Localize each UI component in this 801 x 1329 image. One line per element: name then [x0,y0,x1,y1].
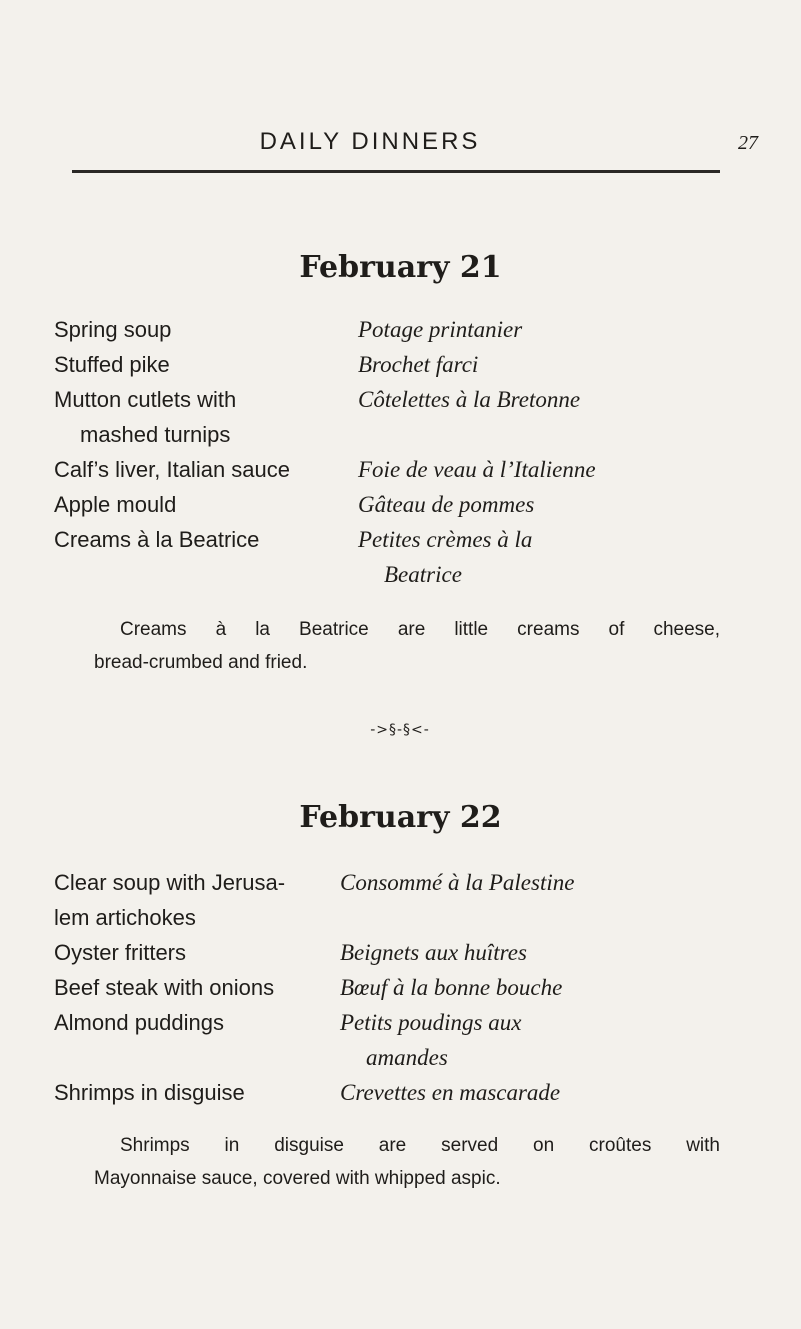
day-title-february-21: February 21 [299,250,502,285]
page-number: 27 [738,132,758,154]
menu-item-fr: Petites crèmes à la [358,527,533,552]
menu-item-fr-continued: Beatrice [384,562,462,587]
running-title: DAILY DINNERS [259,128,481,155]
header-rule [72,170,720,173]
recipe-note-continued: bread-crumbed and fried. [94,652,308,673]
menu-item-en: Apple mould [54,492,177,517]
menu-item-en: Mutton cutlets with [54,387,237,412]
menu-item-en: Almond puddings [54,1010,225,1035]
recipe-note: Creams à la Beatrice are little creams of cheese, [120,619,720,640]
menu-item-en-continued: mashed turnips [80,422,231,447]
menu-item-en: Stuffed pike [54,352,170,377]
menu-item-en-continued: lem artichokes [54,905,196,930]
menu-item-fr: Brochet farci [358,352,479,377]
menu-item-en: Oyster fritters [54,940,187,965]
menu-item-en: Shrimps in disguise [54,1080,245,1105]
menu-item-en: Spring soup [54,317,172,342]
recipe-note: Shrimps in disguise are served on croûtes with [120,1135,720,1156]
menu-item-en: Creams à la Beatrice [54,527,260,552]
menu-item-fr: Petits poudings aux [340,1010,522,1035]
menu-item-fr: Crevettes en mascarade [340,1080,561,1105]
recipe-note-continued: Mayonnaise sauce, covered with whipped aspic. [94,1168,501,1189]
menu-item-fr: Côtelettes à la Bretonne [358,387,581,412]
menu-item-en: Beef steak with onions [54,975,275,1000]
menu-item-fr: Gâteau de pommes [358,492,535,517]
day-title-february-22: February 22 [299,800,502,835]
menu-item-fr-continued: amandes [366,1045,448,1070]
menu-item-en: Clear soup with Jerusa- [54,870,286,895]
menu-item-en: Calf’s liver, Italian sauce [54,457,290,482]
menu-item-fr: Beignets aux huîtres [340,940,527,965]
section-divider-ornament: ->§-§<- [370,722,430,738]
menu-item-fr: Potage printanier [358,317,523,342]
menu-item-fr: Consommé à la Palestine [340,870,575,895]
menu-item-fr: Bœuf à la bonne bouche [340,975,563,1000]
menu-item-fr: Foie de veau à l’Italienne [358,457,596,482]
